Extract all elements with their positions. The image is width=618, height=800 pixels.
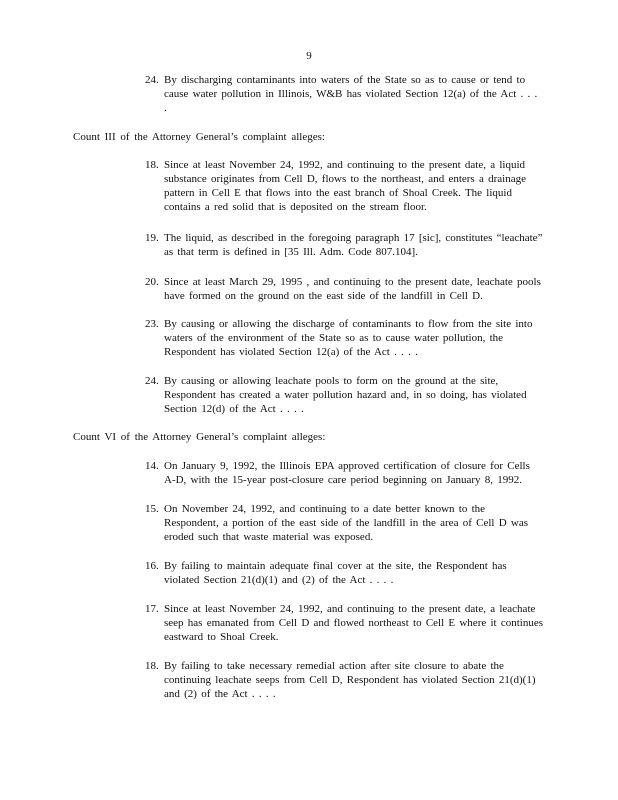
item-number: 16. <box>145 560 159 572</box>
paragraph-item <box>145 317 543 359</box>
paragraph-item <box>145 158 543 214</box>
paragraph-item <box>145 231 543 259</box>
item-number: 15. <box>145 503 159 515</box>
item-text: Since at least November 24, 1992, and continuing to the present date, a liquid substance originates from Cell D, flows to the northeast, and enters a drainage pattern in Cell E that flows into the east branch of Shoal Creek. The liquid contains a red solid that is deposited on the stream floor. <box>164 159 526 213</box>
paragraph-item <box>145 459 543 487</box>
item-text: Since at least November 24, 1992, and continuing to the present date, a leachate seep has emanated from Cell D and flowed northeast to Cell E where it continues eastward to Shoal Creek. <box>164 603 544 643</box>
item-number: 18. <box>145 660 159 672</box>
item-number: 14. <box>145 460 159 472</box>
page-number: 9 <box>306 50 312 62</box>
item-number: 18. <box>145 159 159 171</box>
paragraph-item <box>145 275 543 303</box>
item-text: By discharging contaminants into waters of the State so as to cause or tend to cause water pollution in Illinois, W&B has violated Section 12(a) of the Act . . . . <box>164 74 538 114</box>
paragraph-item <box>145 502 543 544</box>
item-text: On January 9, 1992, the Illinois EPA approved certification of closure for Cells A-D, with the 15-year post-closure care period beginning on January 8, 1992. <box>164 460 530 486</box>
paragraph-item <box>145 659 543 701</box>
item-text: By failing to take necessary remedial action after site closure to abate the continuing leachate seeps from Cell D, Respondent has violated Section 21(d)(1) and (2) of the Act . . . . <box>164 660 536 700</box>
item-number: 24. <box>145 375 159 387</box>
count-heading: Count III of the Attorney General’s complaint alleges: <box>73 131 325 143</box>
item-number: 17. <box>145 603 159 615</box>
item-text: By failing to maintain adequate final cover at the site, the Respondent has violated Section 21(d)(1) and (2) of the Act . . . . <box>164 560 507 586</box>
item-number: 20. <box>145 276 159 288</box>
item-text: On November 24, 1992, and continuing to a date better known to the Respondent, a portion of the east side of the landfill in the area of Cell D was eroded such that waste material was exposed. <box>164 503 528 543</box>
item-text: The liquid, as described in the foregoing paragraph 17 [sic], constitutes “leachate” as that term is defined in [35 Ill. Adm. Code 807.104]. <box>164 232 543 258</box>
item-text: By causing or allowing leachate pools to form on the ground at the site, Respondent has created a water pollution hazard and, in so doing, has violated Section 12(d) of the Act . . . . <box>164 375 527 415</box>
item-number: 24. <box>145 74 159 86</box>
paragraph-item <box>145 73 543 115</box>
item-text: By causing or allowing the discharge of contaminants to flow from the site into waters of the environment of the State so as to cause water pollution, the Respondent has violated Section 12(a) of the Act . . . . <box>164 318 533 358</box>
paragraph-item <box>145 559 543 587</box>
count-heading: Count VI of the Attorney General’s complaint alleges: <box>73 431 326 443</box>
paragraph-item <box>145 374 543 416</box>
item-number: 19. <box>145 232 159 244</box>
item-text: Since at least March 29, 1995 , and continuing to the present date, leachate pools have formed on the ground on the east side of the landfill in Cell D. <box>164 276 541 302</box>
paragraph-item <box>145 602 543 644</box>
item-number: 23. <box>145 318 159 330</box>
